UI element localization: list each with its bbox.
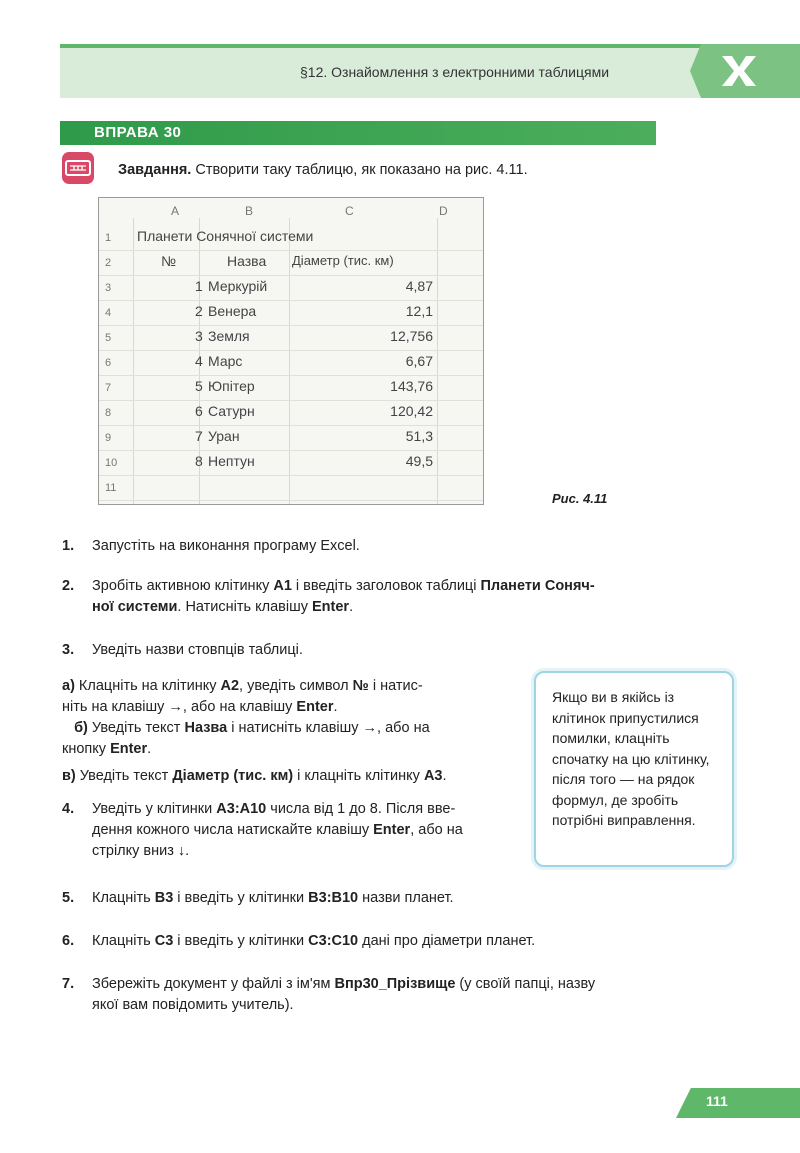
step-text: Уведіть у клітинки А3:А10 числа від 1 до 8. Після вве- дення кожного числа натискайте клавішу Enter, або на стрілку вниз ↓. [92,801,463,859]
row-number: 8 [105,407,112,419]
step-text: Клацніть C3 і введіть у клітинки C3:C10 дані про діаметри планет. [92,933,536,949]
chapter-x-icon [718,54,760,88]
section-title: §12. Ознайомлення з електронними таблицями [300,64,610,80]
step-number: 7. [62,976,75,992]
step-text: Уведіть назви стовпців таблиці. [92,642,303,658]
planet-name-cell: Меркурій [208,278,268,294]
grid-line [99,350,483,351]
planet-name-cell: Сатурн [208,403,255,419]
header-rule [60,44,750,48]
step-text: Клацніть B3 і введіть у клітинки B3:B10 назви планет. [92,890,454,906]
row-number: 9 [105,432,112,444]
step-number: 3. [62,642,75,658]
step-text: Запустіть на виконання програму Excel. [92,538,360,554]
header-name-cell: Назва [227,253,267,269]
exercise-banner [60,121,656,145]
task-statement [118,162,528,178]
planet-name-cell: Уран [208,428,240,444]
grid-line [99,325,483,326]
grid-line [289,218,290,504]
step-number: 1. [62,538,75,554]
header-diameter-cell: Діаметр (тис. км) [292,253,394,268]
row-number: 2 [105,257,112,269]
substep-item: а) Клацніть на клітинку А2, уведіть символ № і натис- ніть на клавішу →, або на клавішу Enter. [62,678,423,715]
num-cell: 8 [195,453,203,469]
page-number: 111 [706,1093,728,1109]
row-number: 3 [105,282,112,294]
grid-line [99,275,483,276]
row-number: 7 [105,382,112,394]
spreadsheet-figure [98,197,484,505]
diameter-cell: 51,3 [405,428,433,444]
grid-line [99,250,483,251]
row-number: 1 [105,232,112,244]
diameter-cell: 143,76 [390,378,433,394]
column-header: C [345,204,354,218]
diameter-cell: 12,756 [390,328,433,344]
grid-line [99,425,483,426]
planet-name-cell: Земля [208,328,250,344]
note-box [534,671,734,867]
diameter-cell: 49,5 [405,453,433,469]
grid-line [99,300,483,301]
column-header: A [171,204,180,218]
column-header: B [245,204,254,218]
substep-item: б) Уведіть текст Назва і натисніть клавішу →, або на кнопку Enter. [62,720,430,757]
figure-caption: Рис. 4.11 [552,491,608,506]
grid-line [99,450,483,451]
step-number: 6. [62,933,75,949]
row-number: 11 [105,482,117,494]
exercise-title: ВПРАВА 30 [94,124,182,141]
grid-line [437,218,438,504]
row-number: 6 [105,357,112,369]
planet-name-cell: Нептун [208,453,255,469]
row-number: 4 [105,307,112,319]
page-tab [676,1088,800,1118]
task-body: Створити таку таблицю, як показано на рис. 4.11. [191,162,528,178]
header-num-cell: № [161,253,177,269]
column-header: D [439,204,448,218]
substep-item: в) Уведіть текст Діаметр (тис. км) і клацніть клітинку А3. [62,768,447,784]
sheet-title-cell: Планети Сонячної системи [137,228,314,244]
step-number: 5. [62,890,75,906]
diameter-cell: 6,67 [405,353,433,369]
num-cell: 4 [195,353,203,369]
planet-name-cell: Юпітер [208,378,255,394]
num-cell: 3 [195,328,203,344]
chapter-badge [690,44,800,98]
task-label: Завдання. [118,162,192,178]
planet-name-cell: Венера [208,303,257,319]
num-cell: 5 [195,378,203,394]
num-cell: 2 [195,303,203,319]
note-text: Якщо ви в якійсь із клітинок припустилися помилки, клацніть спочатку на цю клітинку, після того — на рядок формул, де зробіть потрібні виправлення. [552,689,710,828]
step-text: Збережіть документ у файлі з ім'ям Впр30_Прізвище (у своїй папці, назву якої вам повідомить учитель). [92,976,596,1013]
num-cell: 1 [195,278,203,294]
row-number: 5 [105,332,112,344]
diameter-cell: 120,42 [390,403,433,419]
grid-line [99,400,483,401]
num-cell: 6 [195,403,203,419]
grid-line [99,475,483,476]
step-number: 2. [62,578,75,594]
grid-line [133,218,134,504]
planet-name-cell: Марс [208,353,243,369]
keyboard-icon [62,152,94,184]
row-number: 10 [105,457,118,469]
diameter-cell: 4,87 [405,278,433,294]
num-cell: 7 [195,428,203,444]
step-text: Зробіть активною клітинку А1 і введіть заголовок таблиці Планети Соняч- ної системи. Натисніть клавішу Enter. [92,578,595,615]
grid-line [99,500,483,501]
grid-line [99,375,483,376]
step-number: 4. [62,801,75,817]
diameter-cell: 12,1 [405,303,433,319]
